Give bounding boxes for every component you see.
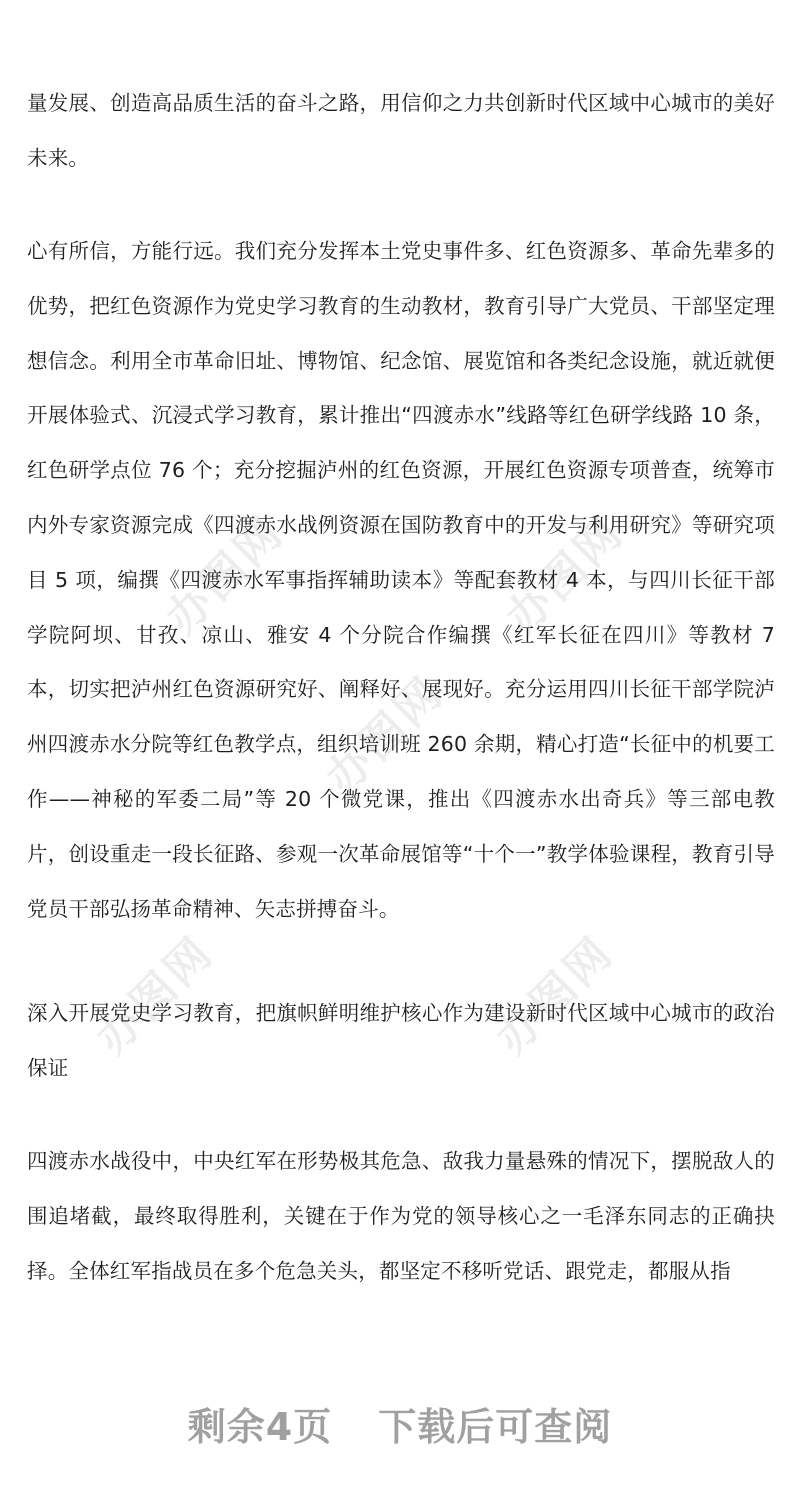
paragraph: 四渡赤水战役中，中央红军在形势极其危急、敌我力量悬殊的情况下，摆脱敌人的围追堵截，最终取得胜利，关键在于作为党的领导核心之一毛泽东同志的正确抉择。全体红军指战员在多个危急关头，都坚定不移听党话、跟党走，都服从指: [27, 1149, 775, 1283]
watermark: 办图网: [86, 926, 225, 1065]
watermark: 办图网: [316, 666, 455, 805]
watermark: 办图网: [486, 926, 625, 1065]
paragraph: 量发展、创造高品质生活的奋斗之路，用信仰之力共创新时代区域中心城市的美好未来。: [27, 91, 775, 170]
watermark: 办图网: [156, 506, 295, 645]
download-to-view-label: 下载后可查阅: [378, 1404, 613, 1449]
remaining-pages-label: 剩余4页: [187, 1404, 333, 1449]
download-prompt[interactable]: [0, 1388, 800, 1458]
paragraph: 心有所信，方能行远。我们充分发挥本土党史事件多、红色资源多、革命先辈多的优势，把红色资源作为党史学习教育的生动教材，教育引导广大党员、干部坚定理想信念。利用全市革命旧址、博物馆、纪念馆、展览馆和各类纪念设施，就近就便开展体验式、沉浸式学习教育，累计推出“四渡赤水”线路等红色研学线路 10 条，红色研学点位 76 个；充分挖掘泸州的红色资源，开展红色资源专项普查，统筹市内外专家资源完成《四渡赤水战例资源在国防教育中的开发与利用研究》等研究项目 5 项，编撰《四渡赤水军事指挥辅助读本》等配套教材 4 本，与四川长征干部学院阿坝、甘孜、凉山、雅安 4 个分院合作编撰《红军长征在四川》等教材 7 本，切实把泸州红色资源研究好、阐释好、展现好。充分运用四川长征干部学院泸州四渡赤水分院等红色教学点，组织培训班 260 余期，精心打造“长征中的机要工作——神秘的军委二局”等 20 个微党课，推出《四渡赤水出奇兵》等三部电教片，创设重走一段长征路、参观一次革命展馆等“十个一”教学体验课程，教育引导党员干部弘扬革命精神、矢志拼搏奋斗。: [27, 239, 775, 921]
section-heading-paragraph: 深入开展党史学习教育，把旗帜鲜明维护核心作为建设新时代区域中心城市的政治保证: [27, 1001, 775, 1080]
watermark: 办图网: [496, 506, 635, 645]
